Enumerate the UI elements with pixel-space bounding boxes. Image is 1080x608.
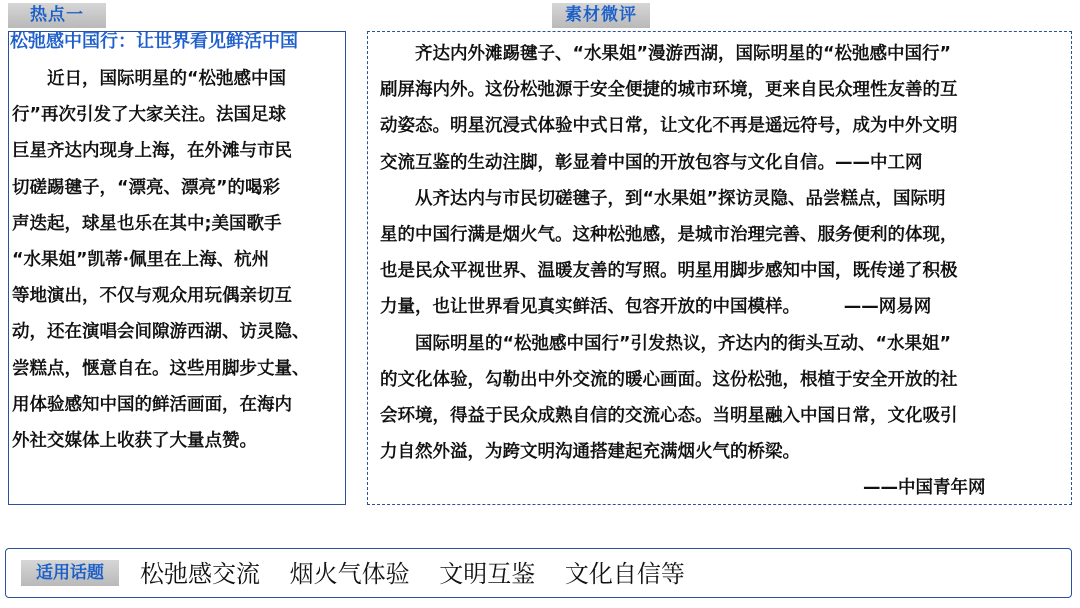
comment-line: 星的中国行满是烟火气。这种松弛感，是城市治理完善、服务便利的体现， [380,225,958,246]
article-body [12,61,340,459]
comment-line: 力自然外溢，为跨文明沟通搭建起充满烟火气的桥梁。 [380,442,800,463]
comment-line: 齐达内外滩踢毽子、“水果姐”漫游西湖，国际明星的“松弛感中国行” [380,44,952,64]
comments-body [380,36,1070,507]
comment-line: 会环境，得益于民众成熟自信的交流心态。当明星融入中国日常，文化吸引 [380,406,958,427]
comment-line: 力量，也让世界看见真实鲜活、包容开放的中国模样。 ——网易网 [380,297,932,318]
article-line: 用体验感知中国的鲜活画面，在海内 [12,394,292,415]
article-line: “水果姐”凯蒂·佩里在上海、杭州 [12,250,270,271]
article-line: 近日，国际明星的“松弛感中国 [12,69,287,89]
topic-item: 烟火气体验 [289,560,410,588]
article-line: 切磋踢毽子，“漂亮、漂亮”的喝彩 [12,177,281,198]
article-line: 尝糕点，惬意自在。这些用脚步丈量、 [12,358,310,379]
comment-line: 刷屏海内外。这份松弛源于安全便捷的城市环境，更来自民众理性友善的互 [380,80,958,101]
article-line: 声迭起，球星也乐在其中;美国歌手 [12,213,282,234]
comment-line: 动姿态。明星沉浸式体验中式日常，让文化不再是遥远符号，成为中外文明 [380,116,958,137]
topic-item: 文明互鉴 [439,560,536,588]
comment-line: 也是民众平视世界、温暖友善的写照。明星用脚步感知中国，既传递了积极 [380,261,958,282]
article-title: 松弛感中国行：让世界看见鲜活中国 [10,31,298,52]
comment-line: 国际明星的“松弛感中国行”引发热议，齐达内的街头互动、“水果姐” [380,333,952,354]
comment-line: 交流互鉴的生动注脚，彰显着中国的开放包容与文化自信。——中工网 [380,152,923,173]
section-tag-comments: 素材微评 [552,3,650,28]
article-line: 外社交媒体上收获了大量点赞。 [12,431,257,452]
comment-line: 从齐达内与市民切磋毽子，到“水果姐”探访灵隐、品尝糕点，国际明 [380,188,946,209]
topic-item: 文化自信等 [564,560,685,588]
article-line: 巨星齐达内现身上海，在外滩与市民 [12,141,292,162]
topic-item: 松弛感交流 [140,560,260,588]
section-tag-hotspot: 热点一 [8,3,106,28]
article-line: 行”再次引发了大家关注。法国足球 [12,105,287,126]
article-line: 动，还在演唱会间隙游西湖、访灵隐、 [12,322,310,343]
article-line: 等地演出，不仅与观众用玩偶亲切互 [12,286,292,307]
topics-tag: 适用话题 [21,560,119,586]
comment-source: ——中国青年网 [863,478,986,499]
topics-list [140,555,707,593]
comment-line: 的文化体验，勾勒出中外交流的暖心画面。这份松弛，根植于安全开放的社 [380,369,958,390]
